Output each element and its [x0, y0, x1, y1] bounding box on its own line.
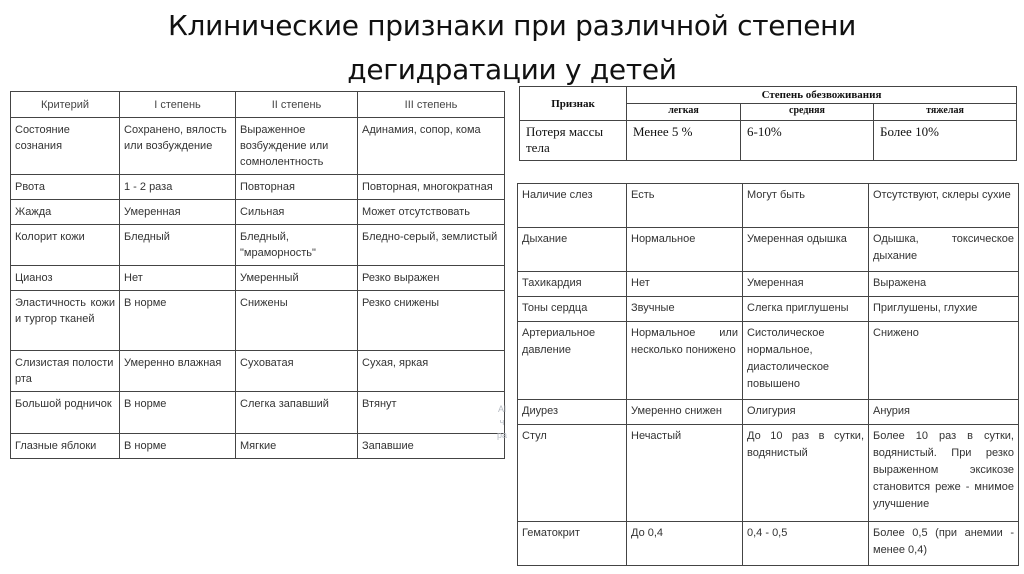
title-line-2: дегидратации у детей — [347, 53, 677, 86]
table-cell: В норме — [120, 434, 236, 459]
dehydration-degree-criteria-table — [10, 91, 505, 459]
table-cell: Отсутствуют, склеры сухие — [869, 184, 1019, 228]
table-cell: Сухая, яркая — [358, 351, 505, 392]
table-cell: Олигурия — [743, 400, 869, 425]
table-row — [11, 351, 505, 392]
table-cell: Адинамия, сопор, кома — [358, 118, 505, 175]
table-cell: Могут быть — [743, 184, 869, 228]
table-cell: До 0,4 — [627, 522, 743, 566]
table-header-row — [11, 92, 505, 118]
table-row — [11, 266, 505, 291]
table-row — [518, 297, 1019, 322]
table-cell: Эластичность кожи и тургор тканей — [11, 291, 120, 351]
table-cell: Рвота — [11, 175, 120, 200]
table-cell: Сильная — [236, 200, 358, 225]
table-row — [518, 522, 1019, 566]
header-level-light: легкая — [627, 104, 741, 121]
table-row — [518, 322, 1019, 400]
table-cell: Бледный, "мраморность" — [236, 225, 358, 266]
table-row — [11, 118, 505, 175]
table-cell: Умеренно влажная — [120, 351, 236, 392]
table-cell: Наличие слез — [518, 184, 627, 228]
table-header-row — [520, 87, 1017, 104]
table-cell: Анурия — [869, 400, 1019, 425]
table-cell: Тоны сердца — [518, 297, 627, 322]
page-title — [0, 4, 1024, 92]
table-cell: Более 0,5 (при анемии - менее 0,4) — [869, 522, 1019, 566]
table-cell: Состояние сознания — [11, 118, 120, 175]
table-cell: Сохранено, вялость или возбуждение — [120, 118, 236, 175]
table-cell: Нормальное — [627, 228, 743, 272]
table-cell: Менее 5 % — [627, 121, 741, 161]
table-cell: Бледно-серый, землистый — [358, 225, 505, 266]
table-cell: Умеренная — [120, 200, 236, 225]
row-label-weight-loss: Потеря массы тела — [520, 121, 627, 161]
table-cell: Умеренная одышка — [743, 228, 869, 272]
table-cell: Втянут — [358, 392, 505, 434]
table-cell: Дыхание — [518, 228, 627, 272]
table-cell: Запавшие — [358, 434, 505, 459]
table-cell: Диурез — [518, 400, 627, 425]
table-cell: Более 10% — [874, 121, 1017, 161]
table-row — [11, 434, 505, 459]
table-cell: Стул — [518, 425, 627, 522]
table-cell: Слегка запавший — [236, 392, 358, 434]
header-sign: Признак — [520, 87, 627, 121]
table-cell: Тахикардия — [518, 272, 627, 297]
table-cell: Выражена — [869, 272, 1019, 297]
table-row — [518, 425, 1019, 522]
header-level-medium: средняя — [741, 104, 874, 121]
faint-overlay-text: Al ч ра — [496, 404, 507, 440]
table-cell: Слегка приглушены — [743, 297, 869, 322]
table-cell: Гематокрит — [518, 522, 627, 566]
table-row — [518, 184, 1019, 228]
table-cell: Суховатая — [236, 351, 358, 392]
table-cell: Приглушены, глухие — [869, 297, 1019, 322]
table-cell: Слизистая полости рта — [11, 351, 120, 392]
table-row — [11, 200, 505, 225]
table-cell: Нечастый — [627, 425, 743, 522]
header-severity-group: Степень обезвоживания — [627, 87, 1017, 104]
table-cell: Цианоз — [11, 266, 120, 291]
table-cell: Жажда — [11, 200, 120, 225]
table-cell: Одышка, токсическое дыхание — [869, 228, 1019, 272]
header-level-severe: тяжелая — [874, 104, 1017, 121]
table-row — [520, 121, 1017, 161]
table-cell: Бледный — [120, 225, 236, 266]
table-cell: В норме — [120, 392, 236, 434]
table-row — [11, 291, 505, 351]
table-cell: Умеренный — [236, 266, 358, 291]
header-criterion: Критерий — [11, 92, 120, 118]
table-cell: Снижены — [236, 291, 358, 351]
dehydration-severity-table — [519, 86, 1017, 161]
table-cell: Выраженное возбуждение или сомнолентность — [236, 118, 358, 175]
table-cell: Мягкие — [236, 434, 358, 459]
table-cell: Нет — [627, 272, 743, 297]
table-row — [11, 175, 505, 200]
table-cell: Резко выражен — [358, 266, 505, 291]
table-cell: Нет — [120, 266, 236, 291]
clinical-signs-table — [517, 183, 1019, 566]
table-row — [518, 400, 1019, 425]
table-cell: Снижено — [869, 322, 1019, 400]
table-cell: Большой родничок — [11, 392, 120, 434]
table-cell: Умеренная — [743, 272, 869, 297]
header-degree-2: II степень — [236, 92, 358, 118]
table-cell: Повторная — [236, 175, 358, 200]
table-cell: Систолическое нормальное, диастолическое повышено — [743, 322, 869, 400]
table-cell: 0,4 - 0,5 — [743, 522, 869, 566]
table-cell: Умеренно снижен — [627, 400, 743, 425]
table-cell: Более 10 раз в сутки, водянистый. При резко выраженном эксикозе становится реже - мнимое улучшение — [869, 425, 1019, 522]
header-degree-3: III степень — [358, 92, 505, 118]
table-cell: Может отсутствовать — [358, 200, 505, 225]
title-line-1: Клинические признаки при различной степени — [167, 9, 857, 42]
table-cell: Резко снижены — [358, 291, 505, 351]
table-cell: До 10 раз в сутки, водянистый — [743, 425, 869, 522]
table-row — [518, 228, 1019, 272]
table-cell: Звучные — [627, 297, 743, 322]
table-cell: Глазные яблоки — [11, 434, 120, 459]
table-cell: Повторная, многократная — [358, 175, 505, 200]
table-cell: Есть — [627, 184, 743, 228]
table-row — [11, 392, 505, 434]
table-cell: Колорит кожи — [11, 225, 120, 266]
table-cell: Артериальное давление — [518, 322, 627, 400]
table-row — [518, 272, 1019, 297]
table-cell: 6-10% — [741, 121, 874, 161]
table-row — [11, 225, 505, 266]
header-degree-1: I степень — [120, 92, 236, 118]
table-cell: 1 - 2 раза — [120, 175, 236, 200]
table-cell: Нормальное или несколько понижено — [627, 322, 743, 400]
table-cell: В норме — [120, 291, 236, 351]
